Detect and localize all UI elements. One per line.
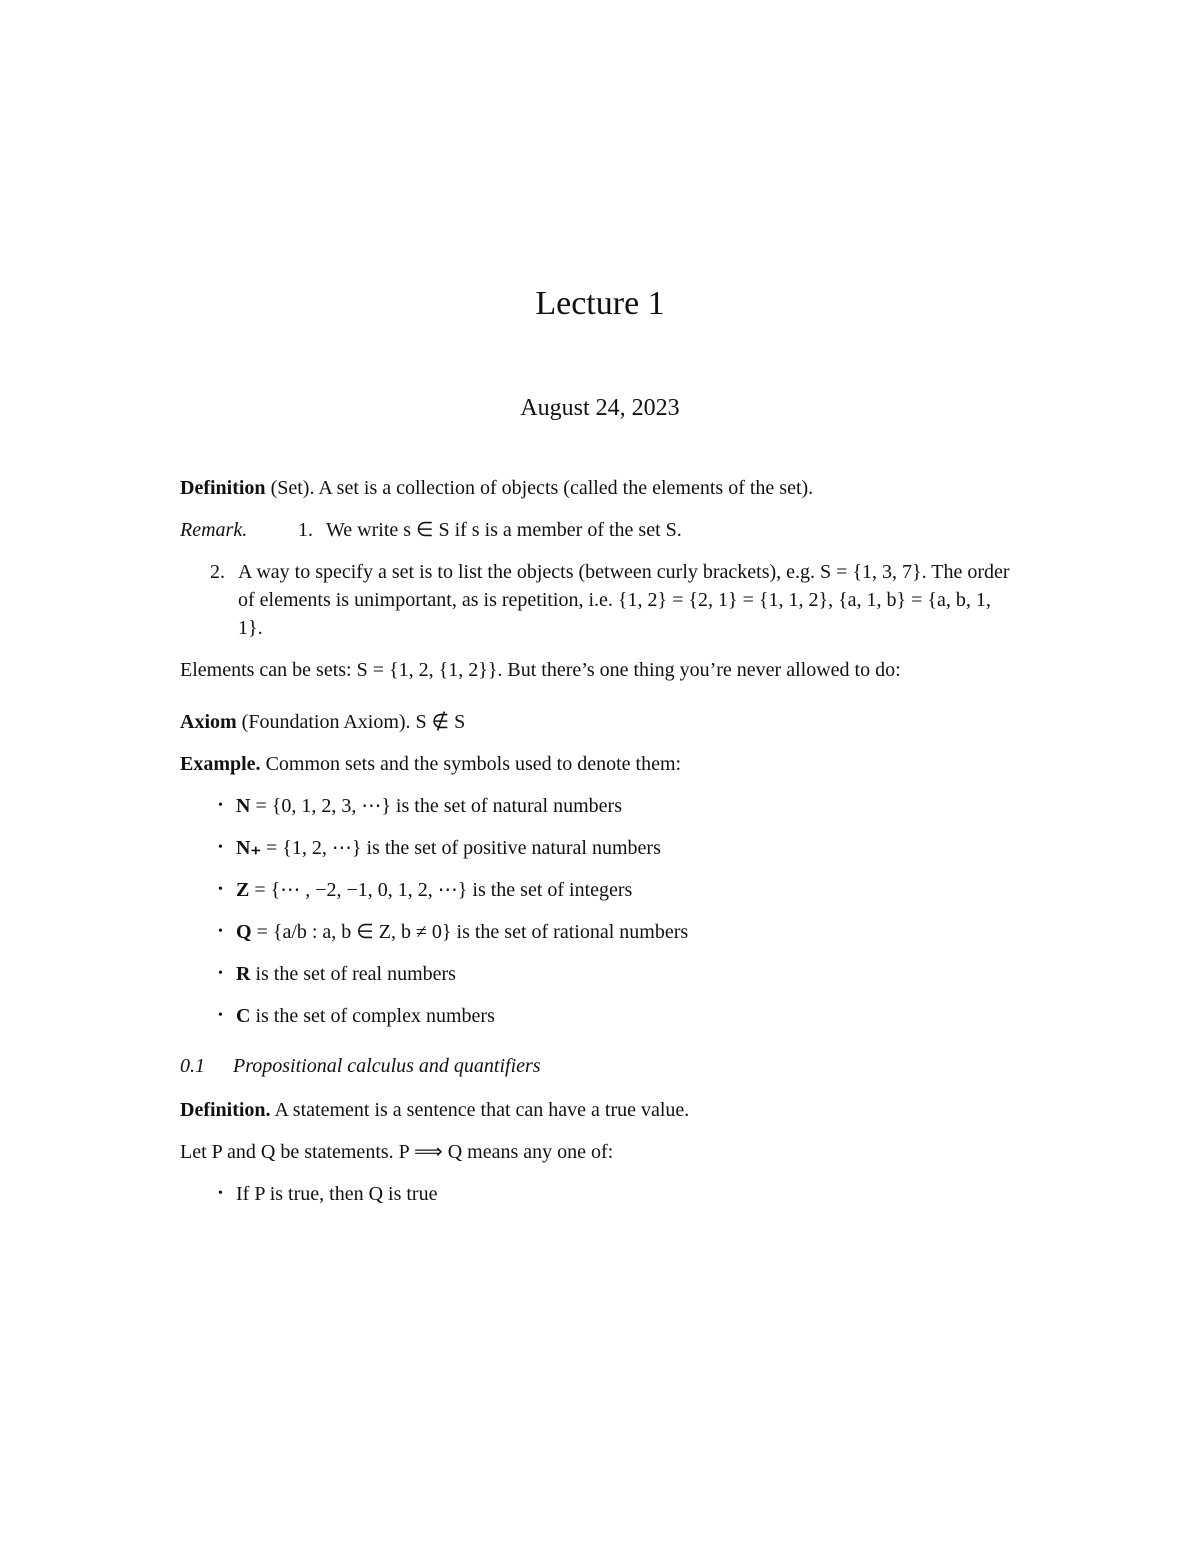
remark-item-2 [210,558,1020,642]
section-heading [180,1052,1020,1080]
set-description: is the set of complex numbers [250,1005,495,1027]
document-body [180,474,1020,1222]
set-symbol: Q [236,921,252,943]
example [180,750,1020,778]
set-description: = {0, 1, 2, 3, ⋯} is the set of natural numbers [250,795,622,817]
set-symbol: N [236,795,251,817]
bullet-icon: • [218,966,223,981]
remark-label: Remark. [180,519,248,541]
implication-item: If P is true, then Q is true [236,1183,438,1205]
set-symbol: N₊ [236,837,261,859]
list-item [218,918,1020,946]
list-item [218,876,1020,904]
remark-item-number: 1. [298,519,313,541]
bullet-icon: • [218,840,223,855]
set-symbol: C [236,1005,251,1027]
sets-list [180,792,1020,1030]
set-description: = {⋯ , −2, −1, 0, 1, 2, ⋯} is the set of integers [249,879,633,901]
set-description: = {a/b : a, b ∈ Z, b ≠ 0} is the set of rational numbers [251,921,689,943]
set-symbol: Z [236,879,250,901]
remark [180,516,1020,544]
list-item [218,834,1020,862]
section-number: 0.1 [180,1055,205,1077]
bullet-icon: • [218,882,223,897]
list-item [218,792,1020,820]
list-item [218,960,1020,988]
bullet-icon: • [218,1186,223,1201]
definition-text: A statement is a sentence that can have a true value. [274,1099,690,1121]
example-text: Common sets and the symbols used to denote them: [265,753,682,775]
section-title: Propositional calculus and quantifiers [233,1055,541,1077]
set-description: = {1, 2, ⋯} is the set of positive natural numbers [261,837,661,859]
definition-set [180,474,1020,502]
remark-item-text: A way to specify a set is to list the objects (between curly brackets), e.g. S = {1, 3, 7}. The order of elements is unimportant, as is repetition, i.e. {1, 2} = {2, 1} = {1, 1, 2}, {a, 1, b} = {a, b, 1, 1}. [238,561,1010,639]
example-label: Example. [180,753,261,775]
definition-label: Definition [180,477,266,499]
definition-text: (Set). A set is a collection of objects (called the elements of the set). [270,477,814,499]
axiom-label: Axiom [180,711,237,733]
set-description: is the set of real numbers [250,963,456,985]
bullet-icon: • [218,798,223,813]
axiom-text: (Foundation Axiom). S ∉ S [241,711,466,733]
set-symbol: R [236,963,251,985]
remark-item-number: 2. [210,561,225,583]
bullet-icon: • [218,924,223,939]
bullet-icon: • [218,1008,223,1023]
remark-item-text: We write s ∈ S if s is a member of the set S. [326,519,682,541]
elements-paragraph: Elements can be sets: S = {1, 2, {1, 2}}. But there’s one thing you’re never allowed to do: [180,659,901,681]
list-item [218,1002,1020,1030]
implication-paragraph: Let P and Q be statements. P ⟹ Q means any one of: [180,1141,614,1163]
definition-statement [180,1096,1020,1124]
list-item [218,1180,1020,1208]
axiom [180,708,1020,736]
page-date: August 24, 2023 [520,395,680,421]
definition-label: Definition. [180,1099,271,1121]
page-title: Lecture 1 [535,285,665,322]
